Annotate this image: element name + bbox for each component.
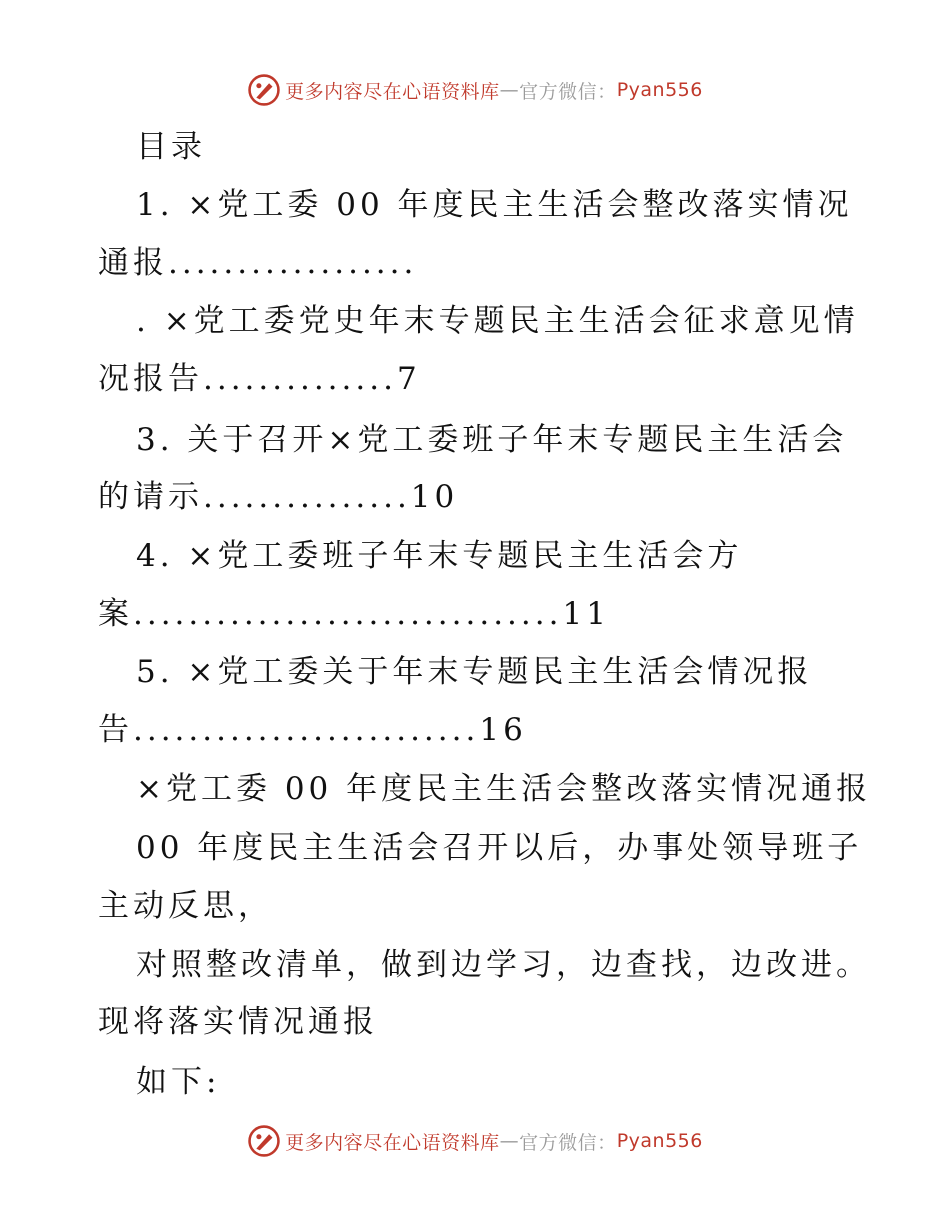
watermark-text: 更多内容尽在心语资料库	[285, 80, 500, 103]
toc-item-4-cont: 案...............................11	[98, 596, 610, 632]
pen-logo-icon	[247, 1124, 281, 1158]
toc-item-3-cont: 的请示...............10	[98, 479, 459, 515]
body-paragraph-3: 如下:	[136, 1064, 221, 1100]
toc-item-1: 1. ×党工委 00 年度民主生活会整改落实情况	[136, 187, 853, 223]
body-paragraph-2-cont: 现将落实情况通报	[98, 1004, 378, 1040]
watermark-label: 官方微信：	[519, 1131, 617, 1154]
watermark-account: Pyan556	[616, 79, 703, 101]
toc-item-5: 5. ×党工委关于年末专题民主生活会情况报	[136, 654, 813, 690]
section-heading: ×党工委 00 年度民主生活会整改落实情况通报	[136, 771, 872, 807]
toc-item-2-cont: 况报告..............7	[98, 361, 421, 397]
watermark-text: 更多内容尽在心语资料库	[285, 1131, 500, 1154]
toc-item-3: 3. 关于召开×党工委班子年末专题民主生活会	[136, 422, 848, 458]
body-paragraph-1: 00 年度民主生活会召开以后，办事处领导班子	[136, 830, 863, 866]
body-paragraph-1-cont: 主动反思，	[98, 888, 273, 924]
watermark-account: Pyan556	[616, 1130, 703, 1152]
watermark-header	[0, 70, 950, 110]
toc-item-4: 4. ×党工委班子年末专题民主生活会方	[136, 538, 743, 574]
toc-item-1-cont: 通报..................	[98, 245, 418, 281]
watermark-label: 官方微信：	[519, 80, 617, 103]
pen-logo-icon	[247, 73, 281, 107]
watermark-separator: —	[499, 1130, 520, 1152]
toc-title: 目录	[136, 129, 206, 165]
body-paragraph-2: 对照整改清单，做到边学习，边查找，边改进。	[136, 947, 871, 983]
watermark-separator: —	[499, 79, 520, 101]
watermark-footer	[0, 1121, 950, 1161]
toc-item-5-cont: 告.........................16	[98, 712, 527, 748]
toc-item-2: . ×党工委党史年末专题民主生活会征求意见情	[136, 303, 859, 339]
